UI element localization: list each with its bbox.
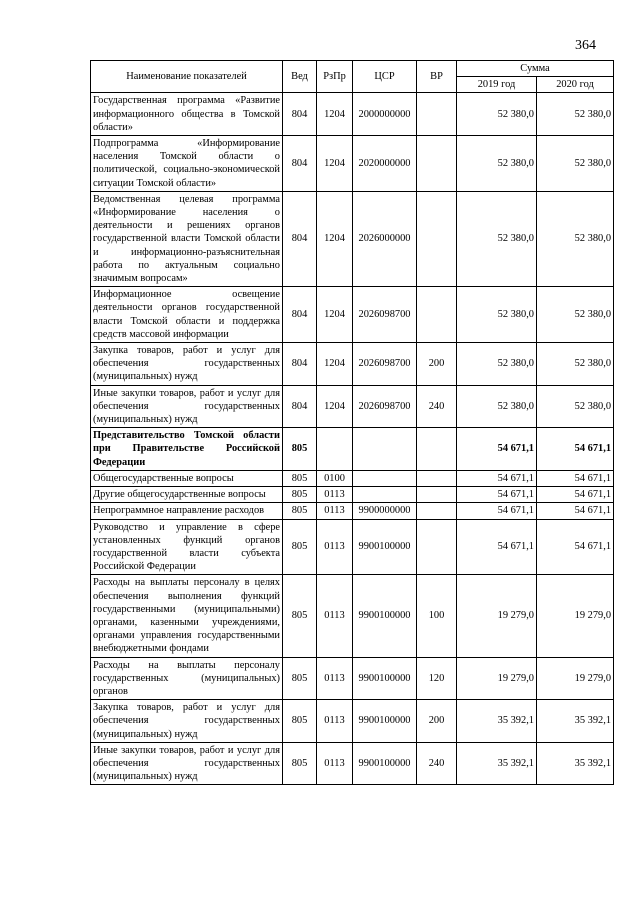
row-sum-2020: 52 380,0 xyxy=(537,385,614,428)
row-sum-2019: 52 380,0 xyxy=(457,93,537,136)
row-rzpr: 1204 xyxy=(317,385,353,428)
row-ved: 805 xyxy=(283,742,317,785)
row-name: Информационное освещение деятельности органов государственной власти Томской области и поддержка средств массовой информации xyxy=(91,287,283,343)
row-sum-2019: 52 380,0 xyxy=(457,191,537,286)
row-sum-2020: 54 671,1 xyxy=(537,503,614,519)
header-year-2019: 2019 год xyxy=(457,77,537,93)
row-ved: 805 xyxy=(283,487,317,503)
row-vr xyxy=(417,191,457,286)
row-rzpr: 1204 xyxy=(317,191,353,286)
row-ved: 805 xyxy=(283,575,317,657)
row-sum-2019: 54 671,1 xyxy=(457,470,537,486)
row-vr: 240 xyxy=(417,742,457,785)
row-sum-2019: 52 380,0 xyxy=(457,385,537,428)
table-row xyxy=(91,136,614,192)
row-name: Руководство и управление в сфере установленных функций органов государственной власти субъекта Российской Федерации xyxy=(91,519,283,575)
row-rzpr: 1204 xyxy=(317,287,353,343)
row-csr: 2020000000 xyxy=(353,136,417,192)
row-csr: 2026098700 xyxy=(353,287,417,343)
row-name: Ведомственная целевая программа «Информирование населения о деятельности и решениях органов государственной власти Томской области и информационно-разъяснительная работа по актуальным социально значимым вопросам» xyxy=(91,191,283,286)
row-csr: 9900100000 xyxy=(353,575,417,657)
row-vr xyxy=(417,428,457,471)
row-sum-2020: 52 380,0 xyxy=(537,93,614,136)
row-name: Государственная программа «Развитие информационного общества в Томской области» xyxy=(91,93,283,136)
row-sum-2019: 19 279,0 xyxy=(457,575,537,657)
row-vr xyxy=(417,93,457,136)
row-rzpr: 0113 xyxy=(317,742,353,785)
row-sum-2020: 52 380,0 xyxy=(537,136,614,192)
row-vr xyxy=(417,519,457,575)
row-name: Представительство Томской области при Правительстве Российской Федерации xyxy=(91,428,283,471)
row-name: Иные закупки товаров, работ и услуг для обеспечения государственных (муниципальных) нужд xyxy=(91,742,283,785)
row-csr: 2026098700 xyxy=(353,385,417,428)
row-rzpr: 0113 xyxy=(317,487,353,503)
row-name: Закупка товаров, работ и услуг для обеспечения государственных (муниципальных) нужд xyxy=(91,343,283,386)
row-ved: 805 xyxy=(283,700,317,743)
row-csr: 9900100000 xyxy=(353,519,417,575)
row-name: Общегосударственные вопросы xyxy=(91,470,283,486)
row-name: Расходы на выплаты персоналу в целях обеспечения выполнения функций государственными (муниципальными) органами, казенными учреждениями, органами управления государственными внебюджетными фондами xyxy=(91,575,283,657)
row-vr: 200 xyxy=(417,343,457,386)
budget-table xyxy=(90,60,614,785)
row-csr: 2026098700 xyxy=(353,343,417,386)
table-row xyxy=(91,503,614,519)
row-ved: 804 xyxy=(283,191,317,286)
table-row xyxy=(91,700,614,743)
table-row xyxy=(91,343,614,386)
row-sum-2020: 54 671,1 xyxy=(537,428,614,471)
row-sum-2020: 35 392,1 xyxy=(537,742,614,785)
row-sum-2019: 52 380,0 xyxy=(457,136,537,192)
header-csr: ЦСР xyxy=(353,61,417,93)
row-sum-2020: 52 380,0 xyxy=(537,343,614,386)
row-sum-2020: 52 380,0 xyxy=(537,191,614,286)
row-vr: 100 xyxy=(417,575,457,657)
row-ved: 804 xyxy=(283,136,317,192)
row-sum-2020: 54 671,1 xyxy=(537,487,614,503)
row-sum-2020: 54 671,1 xyxy=(537,519,614,575)
table-row xyxy=(91,487,614,503)
row-name: Другие общегосударственные вопросы xyxy=(91,487,283,503)
row-csr xyxy=(353,428,417,471)
table-body xyxy=(91,93,614,785)
table-row xyxy=(91,519,614,575)
row-ved: 805 xyxy=(283,503,317,519)
row-name: Закупка товаров, работ и услуг для обеспечения государственных (муниципальных) нужд xyxy=(91,700,283,743)
row-rzpr: 0100 xyxy=(317,470,353,486)
header-sum: Сумма xyxy=(457,61,614,77)
row-vr: 200 xyxy=(417,700,457,743)
row-name: Подпрограмма «Информирование населения Томской области о политической, социально-экономической ситуации Томской области» xyxy=(91,136,283,192)
row-csr: 9900000000 xyxy=(353,503,417,519)
page-number: 364 xyxy=(575,38,596,53)
row-rzpr: 1204 xyxy=(317,343,353,386)
row-ved: 804 xyxy=(283,385,317,428)
header-vr: ВР xyxy=(417,61,457,93)
row-vr xyxy=(417,470,457,486)
row-csr xyxy=(353,470,417,486)
row-sum-2019: 52 380,0 xyxy=(457,343,537,386)
header-year-2020: 2020 год xyxy=(537,77,614,93)
row-sum-2019: 54 671,1 xyxy=(457,428,537,471)
row-csr: 2000000000 xyxy=(353,93,417,136)
row-rzpr: 0113 xyxy=(317,657,353,700)
row-rzpr: 1204 xyxy=(317,93,353,136)
row-csr: 9900100000 xyxy=(353,657,417,700)
row-sum-2020: 54 671,1 xyxy=(537,470,614,486)
table-row xyxy=(91,428,614,471)
row-ved: 805 xyxy=(283,428,317,471)
row-rzpr: 0113 xyxy=(317,503,353,519)
row-ved: 804 xyxy=(283,287,317,343)
table-row xyxy=(91,287,614,343)
table-row xyxy=(91,385,614,428)
row-ved: 805 xyxy=(283,657,317,700)
row-sum-2019: 35 392,1 xyxy=(457,700,537,743)
row-name: Иные закупки товаров, работ и услуг для обеспечения государственных (муниципальных) нужд xyxy=(91,385,283,428)
row-sum-2020: 35 392,1 xyxy=(537,700,614,743)
row-sum-2019: 54 671,1 xyxy=(457,503,537,519)
row-rzpr: 0113 xyxy=(317,519,353,575)
row-vr xyxy=(417,487,457,503)
row-vr: 240 xyxy=(417,385,457,428)
table-row xyxy=(91,575,614,657)
row-sum-2019: 35 392,1 xyxy=(457,742,537,785)
row-sum-2020: 52 380,0 xyxy=(537,287,614,343)
row-vr xyxy=(417,287,457,343)
row-csr: 9900100000 xyxy=(353,742,417,785)
row-csr: 9900100000 xyxy=(353,700,417,743)
row-vr xyxy=(417,503,457,519)
row-name: Непрограммное направление расходов xyxy=(91,503,283,519)
row-sum-2019: 19 279,0 xyxy=(457,657,537,700)
table-row xyxy=(91,93,614,136)
row-csr: 2026000000 xyxy=(353,191,417,286)
table-header xyxy=(91,61,614,93)
row-name: Расходы на выплаты персоналу государственных (муниципальных) органов xyxy=(91,657,283,700)
row-sum-2019: 52 380,0 xyxy=(457,287,537,343)
row-rzpr: 0113 xyxy=(317,700,353,743)
row-sum-2019: 54 671,1 xyxy=(457,519,537,575)
row-rzpr: 0113 xyxy=(317,575,353,657)
table-row xyxy=(91,470,614,486)
header-name: Наименование показателей xyxy=(91,61,283,93)
header-rzpr: РзПр xyxy=(317,61,353,93)
row-ved: 804 xyxy=(283,343,317,386)
table-row xyxy=(91,191,614,286)
table-row xyxy=(91,742,614,785)
row-rzpr: 1204 xyxy=(317,136,353,192)
row-ved: 804 xyxy=(283,93,317,136)
row-vr xyxy=(417,136,457,192)
row-ved: 805 xyxy=(283,470,317,486)
row-sum-2019: 54 671,1 xyxy=(457,487,537,503)
row-sum-2020: 19 279,0 xyxy=(537,575,614,657)
row-rzpr xyxy=(317,428,353,471)
row-sum-2020: 19 279,0 xyxy=(537,657,614,700)
header-ved: Вед xyxy=(283,61,317,93)
row-vr: 120 xyxy=(417,657,457,700)
row-csr xyxy=(353,487,417,503)
row-ved: 805 xyxy=(283,519,317,575)
table-row xyxy=(91,657,614,700)
